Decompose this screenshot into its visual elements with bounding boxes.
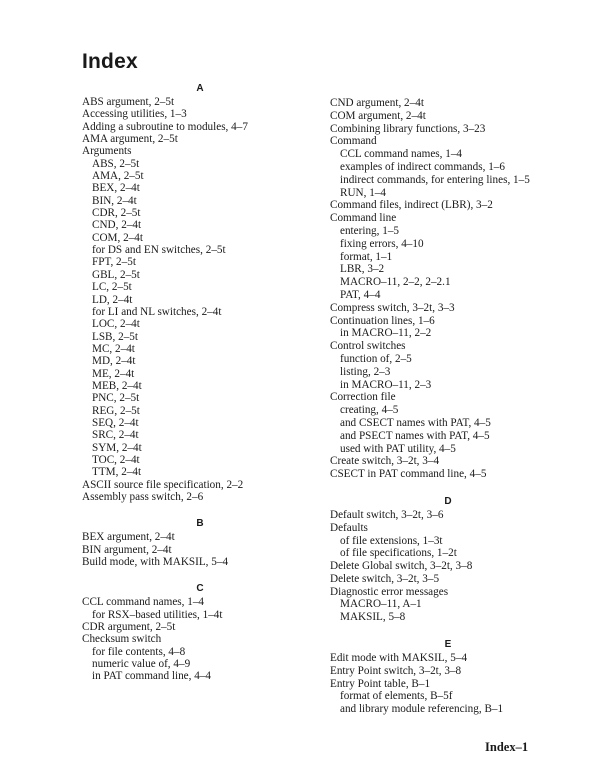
index-subentry: LOC, 2–4t	[92, 318, 140, 331]
index-subentry: in MACRO–11, 2–3	[340, 378, 432, 391]
index-subentry: ABS, 2–5t	[92, 157, 140, 170]
index-subentry: ME, 2–4t	[92, 367, 135, 380]
index-entry: Command	[330, 135, 377, 148]
index-entry: CSECT in PAT command line, 4–5	[330, 468, 487, 481]
index-subentry: MACRO–11, 2–2, 2–2.1	[340, 276, 451, 289]
index-entry: Entry Point switch, 3–2t, 3–8	[330, 664, 462, 677]
index-subentry: PNC, 2–5t	[92, 392, 140, 405]
index-subentry: for file contents, 4–8	[92, 645, 186, 658]
index-entry: Command line	[330, 212, 397, 225]
index-subentry: GBL, 2–5t	[92, 268, 140, 281]
index-subentry: examples of indirect commands, 1–6	[340, 160, 505, 173]
index-subentry: MD, 2–4t	[92, 355, 136, 368]
section-letter-heading: C	[196, 583, 204, 595]
index-subentry: for DS and EN switches, 2–5t	[92, 244, 226, 257]
index-column-right	[330, 97, 570, 716]
index-subentry: in PAT command line, 4–4	[92, 670, 212, 683]
index-entry: COM argument, 2–4t	[330, 109, 426, 122]
index-entry: ABS argument, 2–5t	[82, 96, 175, 108]
index-section	[330, 638, 570, 716]
index-subentry: MEB, 2–4t	[92, 379, 142, 392]
index-entry: Entry Point table, B–1	[330, 677, 431, 690]
index-section	[330, 97, 570, 481]
index-entry: Delete switch, 3–2t, 3–5	[330, 572, 440, 585]
index-subentry: LD, 2–4t	[92, 293, 133, 306]
index-entry: Default switch, 3–2t, 3–6	[330, 508, 444, 521]
index-subentry: in MACRO–11, 2–2	[340, 327, 432, 340]
index-entry: Build mode, with MAKSIL, 5–4	[82, 556, 229, 569]
index-entry: Adding a subroutine to modules, 4–7	[82, 120, 248, 133]
index-subentry: REG, 2–5t	[92, 404, 140, 417]
index-subentry: function of, 2–5	[340, 352, 412, 365]
index-subentry: PAT, 4–4	[340, 288, 381, 301]
index-entry: AMA argument, 2–5t	[82, 133, 178, 146]
index-entry: Command files, indirect (LBR), 3–2	[330, 199, 493, 212]
index-subentry: LBR, 3–2	[340, 263, 385, 276]
section-letter-heading: D	[444, 495, 452, 507]
index-subentry: creating, 4–5	[340, 404, 399, 417]
index-entry: BEX argument, 2–4t	[82, 531, 175, 544]
index-subentry: TOC, 2–4t	[92, 453, 140, 466]
index-section	[330, 495, 570, 624]
index-subentry: MC, 2–4t	[92, 342, 135, 355]
index-subentry: and PSECT names with PAT, 4–5	[340, 429, 490, 442]
index-subentry: CDR, 2–5t	[92, 207, 141, 220]
index-entry: Control switches	[330, 340, 406, 353]
section-letter-heading: E	[444, 639, 452, 651]
index-column-left	[82, 82, 322, 683]
index-subentry: format of elements, B–5f	[340, 690, 453, 703]
index-entry: Continuation lines, 1–6	[330, 314, 435, 327]
index-subentry: listing, 2–3	[340, 365, 391, 378]
index-entry: Edit mode with MAKSIL, 5–4	[330, 652, 468, 665]
index-subentry: SEQ, 2–4t	[92, 416, 139, 429]
index-entry: Correction file	[330, 391, 396, 404]
index-entry: BIN argument, 2–4t	[82, 543, 172, 556]
index-subentry: CND, 2–4t	[92, 219, 142, 232]
index-entry: CND argument, 2–4t	[330, 97, 424, 109]
index-subentry: RUN, 1–4	[340, 186, 386, 199]
index-subentry: MACRO–11, A–1	[340, 598, 422, 611]
index-subentry: of file specifications, 1–2t	[340, 547, 457, 560]
index-subentry: and CSECT names with PAT, 4–5	[340, 416, 491, 429]
index-entry: ASCII source file specification, 2–2	[82, 478, 244, 491]
index-subentry: COM, 2–4t	[92, 231, 143, 244]
index-subentry: BIN, 2–4t	[92, 194, 137, 207]
index-subentry: TTM, 2–4t	[92, 466, 142, 479]
index-entry: Assembly pass switch, 2–6	[82, 491, 204, 503]
index-subentry: entering, 1–5	[340, 224, 400, 237]
index-section	[82, 82, 322, 503]
index-entry: Checksum switch	[82, 633, 162, 646]
index-subentry: for RSX–based utilities, 1–4t	[92, 608, 223, 621]
page-number: Index–1	[485, 740, 529, 754]
index-subentry: for LI and NL switches, 2–4t	[92, 305, 222, 318]
index-entry: CCL command names, 1–4	[82, 596, 205, 609]
section-letter-heading: B	[196, 518, 204, 530]
index-section	[82, 517, 322, 568]
index-subentry: used with PAT utility, 4–5	[340, 442, 456, 455]
index-subentry: LSB, 2–5t	[92, 330, 139, 343]
index-subentry: numeric value of, 4–9	[92, 658, 191, 671]
index-entry: Accessing utilities, 1–3	[82, 108, 187, 121]
index-entry: Defaults	[330, 521, 368, 534]
index-entry: Create switch, 3–2t, 3–4	[330, 455, 440, 468]
index-subentry: fixing errors, 4–10	[340, 237, 424, 250]
index-entry: CDR argument, 2–5t	[82, 621, 176, 634]
index-entry: Diagnostic error messages	[330, 585, 449, 598]
index-subentry: format, 1–1	[340, 250, 393, 263]
index-entry: Arguments	[82, 145, 132, 158]
index-subentry: SRC, 2–4t	[92, 429, 139, 442]
index-entry: Combining library functions, 3–23	[330, 122, 486, 135]
index-subentry: CCL command names, 1–4	[340, 148, 463, 161]
index-subentry: SYM, 2–4t	[92, 441, 142, 454]
index-subentry: MAKSIL, 5–8	[340, 611, 406, 624]
index-subentry: FPT, 2–5t	[92, 256, 136, 269]
index-subentry: AMA, 2–5t	[92, 170, 144, 183]
index-subentry: LC, 2–5t	[92, 281, 132, 294]
index-entry: Delete Global switch, 3–2t, 3–8	[330, 560, 473, 573]
page-title: Index	[82, 50, 138, 73]
index-subentry: of file extensions, 1–3t	[340, 534, 443, 547]
section-letter-heading: A	[196, 83, 204, 94]
index-entry: Compress switch, 3–2t, 3–3	[330, 301, 455, 314]
index-subentry: indirect commands, for entering lines, 1–5	[340, 173, 530, 186]
index-subentry: and library module referencing, B–1	[340, 703, 504, 716]
index-section	[82, 582, 322, 682]
index-subentry: BEX, 2–4t	[92, 182, 140, 195]
